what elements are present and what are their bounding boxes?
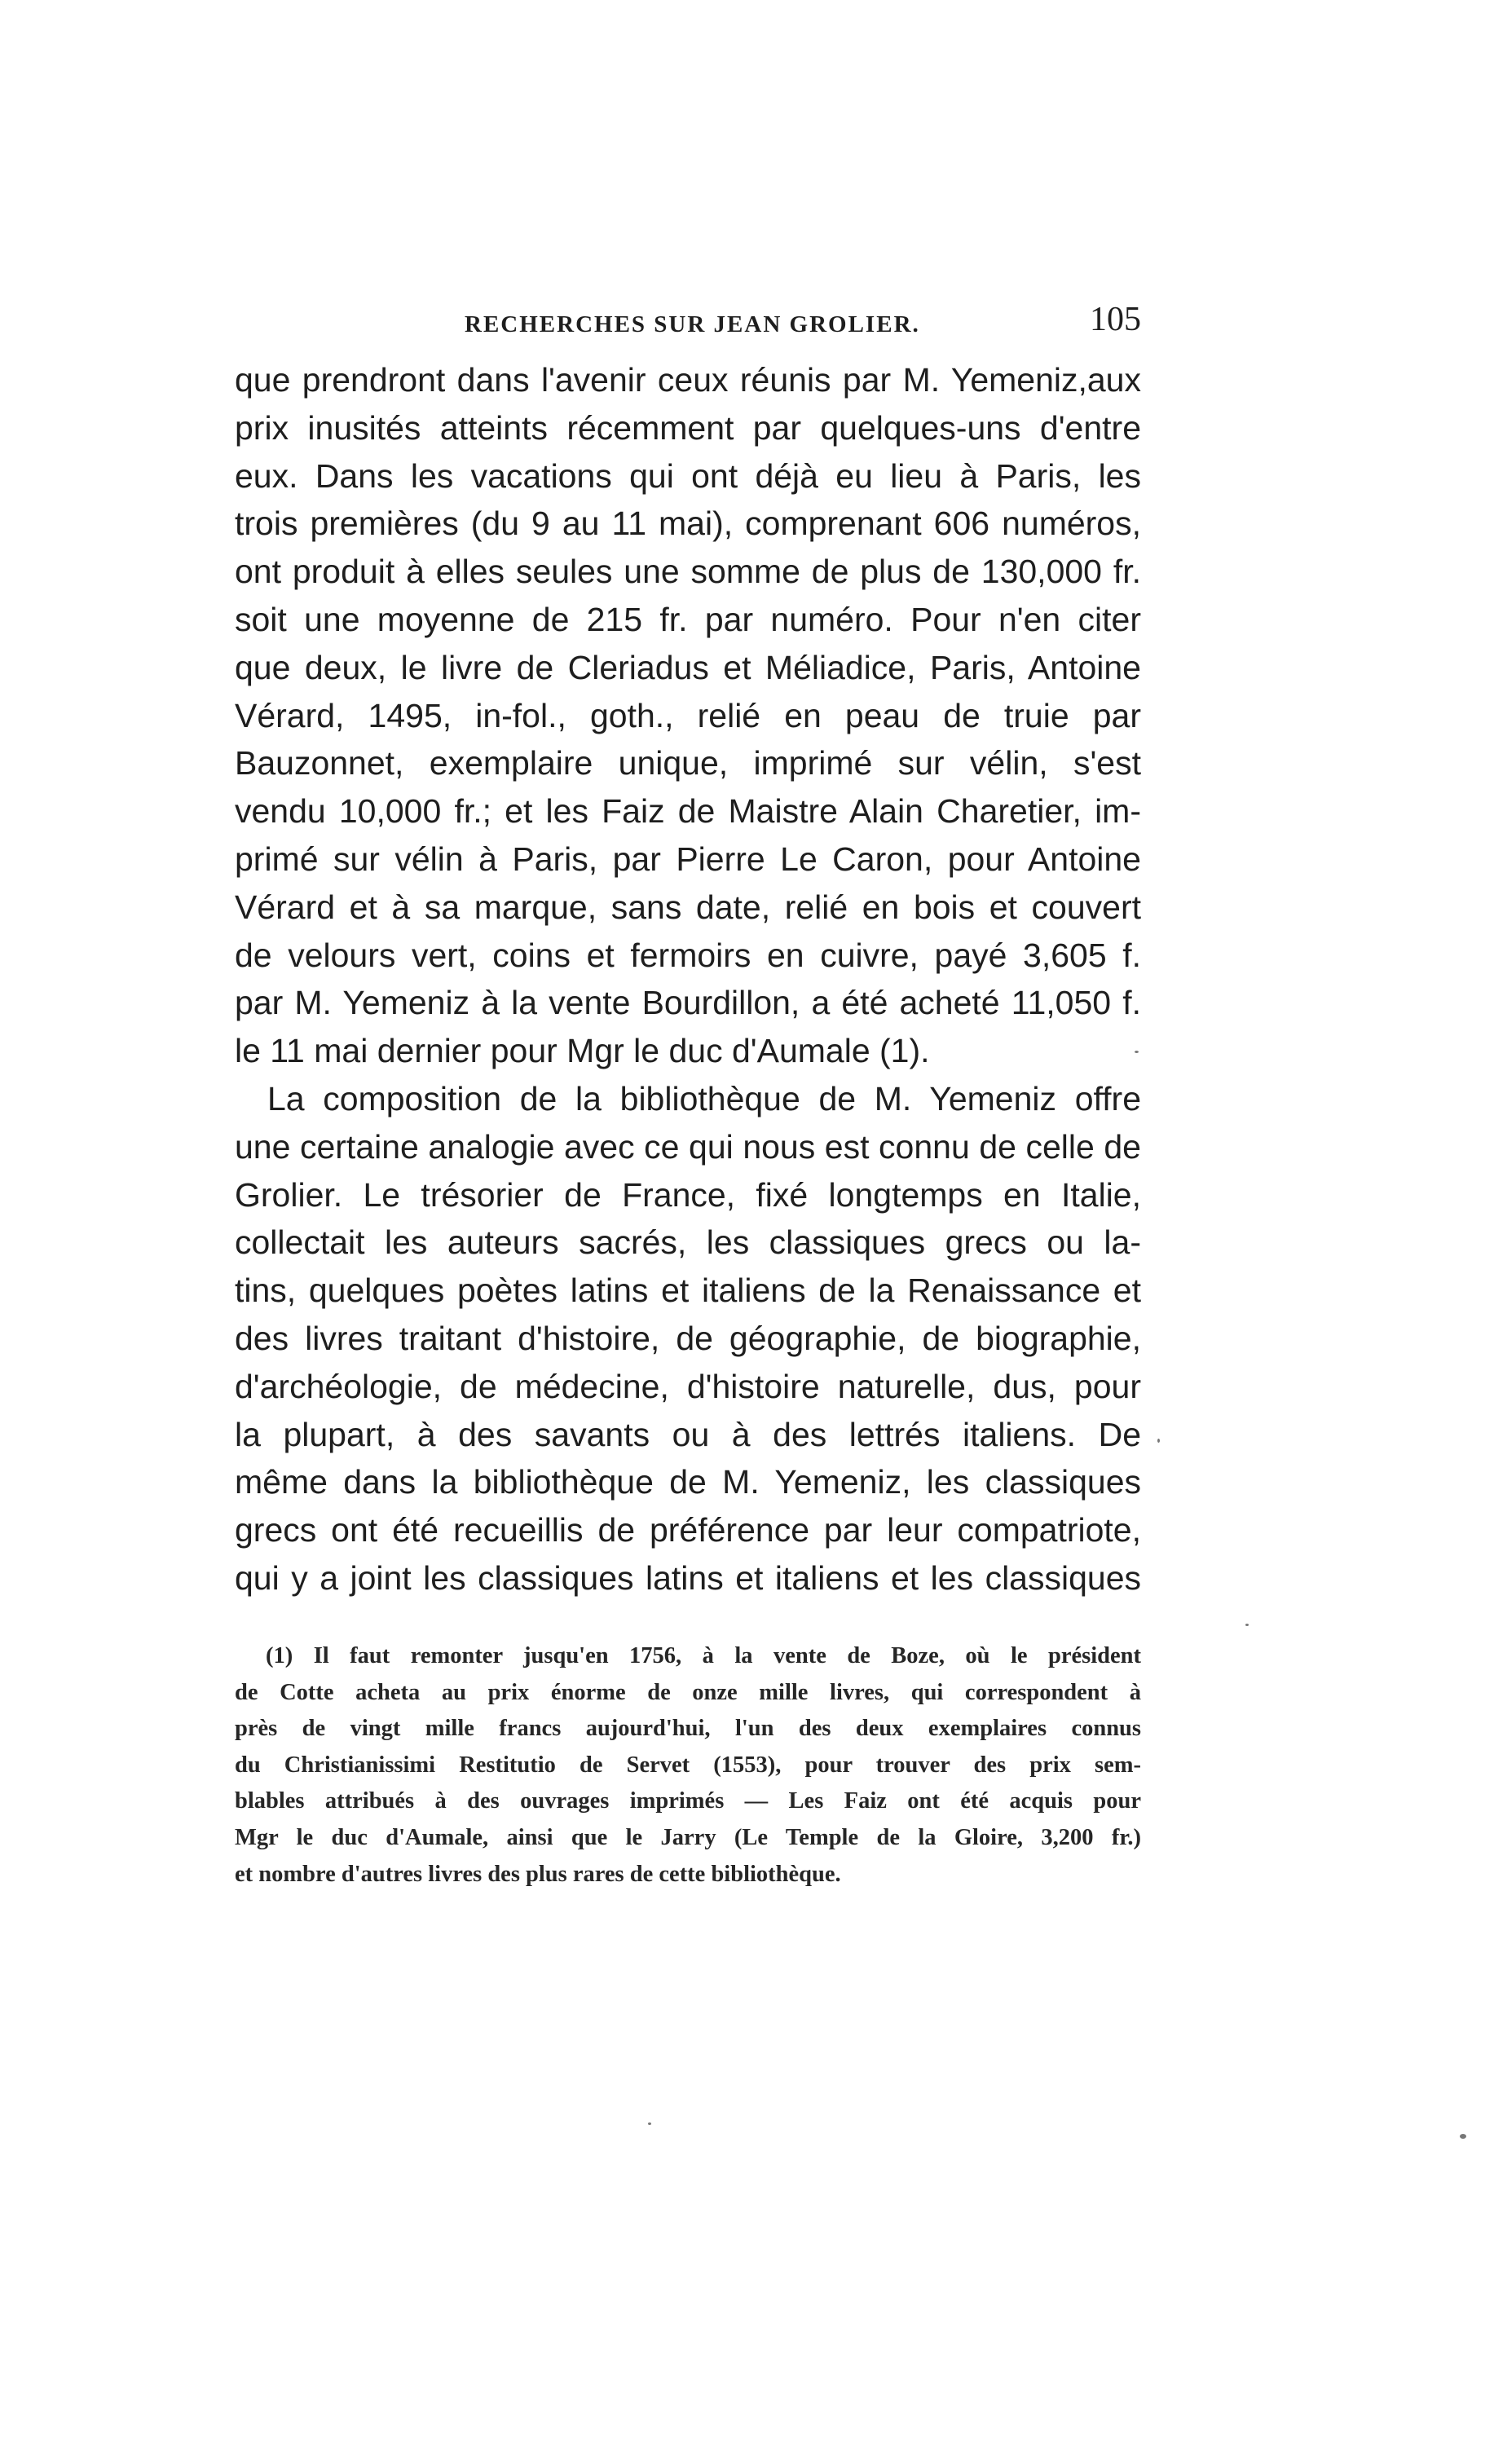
body-line: primé sur vélin à Paris, par Pierre Le Caron, pour Antoine — [235, 840, 1141, 878]
body-line: vendu 10,000 fr.; et les Faiz de Maistre Alain Charetier, im- — [235, 792, 1141, 831]
body-line: Vérard, 1495, in-fol., goth., relié en peau de truie par — [235, 696, 1141, 734]
footnote-line: du Christianissimi Restitutio de Servet (1553), pour trouver des prix sem- — [235, 1752, 1141, 1778]
footnote-line: blables attribués à des ouvrages imprimés — Les Faiz ont été acquis pour — [235, 1788, 1141, 1814]
body-line: Bauzonnet, exemplaire unique, imprimé sur vélin, s'est — [235, 744, 1141, 782]
body-line: La composition de la bibliothèque de M. Yemeniz offre — [267, 1079, 1141, 1117]
body-line: des livres traitant d'histoire, de géographie, de biographie, — [235, 1319, 1141, 1357]
footnote-line: (1) Il faut remonter jusqu'en 1756, à la vente de Boze, où le président — [266, 1643, 1141, 1668]
body-line: prix inusités atteints récemment par quelques-uns d'entre — [235, 408, 1141, 447]
body-line: d'archéologie, de médecine, d'histoire naturelle, dus, pour — [235, 1367, 1141, 1405]
ink-speck — [1245, 1624, 1249, 1626]
body-line: par M. Yemeniz à la vente Bourdillon, a été acheté 11,050 f. — [235, 984, 1141, 1022]
body-line: Vérard et à sa marque, sans date, relié en bois et couvert — [235, 888, 1141, 926]
body-line: collectait les auteurs sacrés, les classiques grecs ou la- — [235, 1223, 1141, 1262]
body-line: Grolier. Le trésorier de France, fixé longtemps en Italie, — [235, 1175, 1141, 1214]
body-line: même dans la bibliothèque de M. Yemeniz, les classiques — [235, 1463, 1141, 1501]
body-line: de velours vert, coins et fermoirs en cuivre, payé 3,605 f. — [235, 936, 1141, 974]
body-line: qui y a joint les classiques latins et italiens et les classiques — [235, 1558, 1141, 1597]
footnote — [235, 1638, 1141, 1893]
footnote-line: de Cotte acheta au prix énorme de onze mille livres, qui correspondent à — [235, 1679, 1141, 1705]
footnote-line: et nombre d'autres livres des plus rares de cette bibliothèque. — [235, 1861, 841, 1887]
body-line: la plupart, à des savants ou à des lettrés italiens. De — [235, 1415, 1141, 1453]
body-line: le 11 mai dernier pour Mgr le duc d'Aumale (1). — [235, 1032, 930, 1070]
body-line: eux. Dans les vacations qui ont déjà eu lieu à Paris, les — [235, 456, 1141, 495]
footnote-line: Mgr le duc d'Aumale, ainsi que le Jarry (Le Temple de la Gloire, 3,200 fr.) — [235, 1824, 1141, 1850]
body-line: tins, quelques poètes latins et italiens de la Renaissance et — [235, 1272, 1141, 1310]
body-line: trois premières (du 9 au 11 mai), comprenant 606 numéros, — [235, 505, 1141, 543]
footnote-line: près de vingt mille francs aujourd'hui, l'un des deux exemplaires connus — [235, 1716, 1141, 1742]
body-line: ont produit à elles seules une somme de plus de 130,000 fr. — [235, 553, 1141, 591]
body-line: grecs ont été recueillis de préférence par leur compatriote, — [235, 1511, 1141, 1549]
body-line: une certaine analogie avec ce qui nous est connu de celle de — [235, 1127, 1141, 1166]
ink-speck — [1460, 2134, 1466, 2139]
running-title: RECHERCHES SUR JEAN GROLIER. — [465, 311, 920, 337]
body-line: que prendront dans l'avenir ceux réunis par M. Yemeniz,aux — [235, 361, 1141, 399]
body-line: que deux, le livre de Cleriadus et Méliadice, Paris, Antoine — [235, 648, 1141, 686]
ink-speck — [1157, 1439, 1160, 1443]
page-number: 105 — [1090, 301, 1141, 338]
body-line: soit une moyenne de 215 fr. par numéro. Pour n'en citer — [235, 600, 1141, 638]
ink-speck — [1135, 1051, 1139, 1053]
running-head — [235, 300, 1141, 349]
ink-speck — [648, 2122, 651, 2125]
body-text — [235, 356, 1141, 1602]
